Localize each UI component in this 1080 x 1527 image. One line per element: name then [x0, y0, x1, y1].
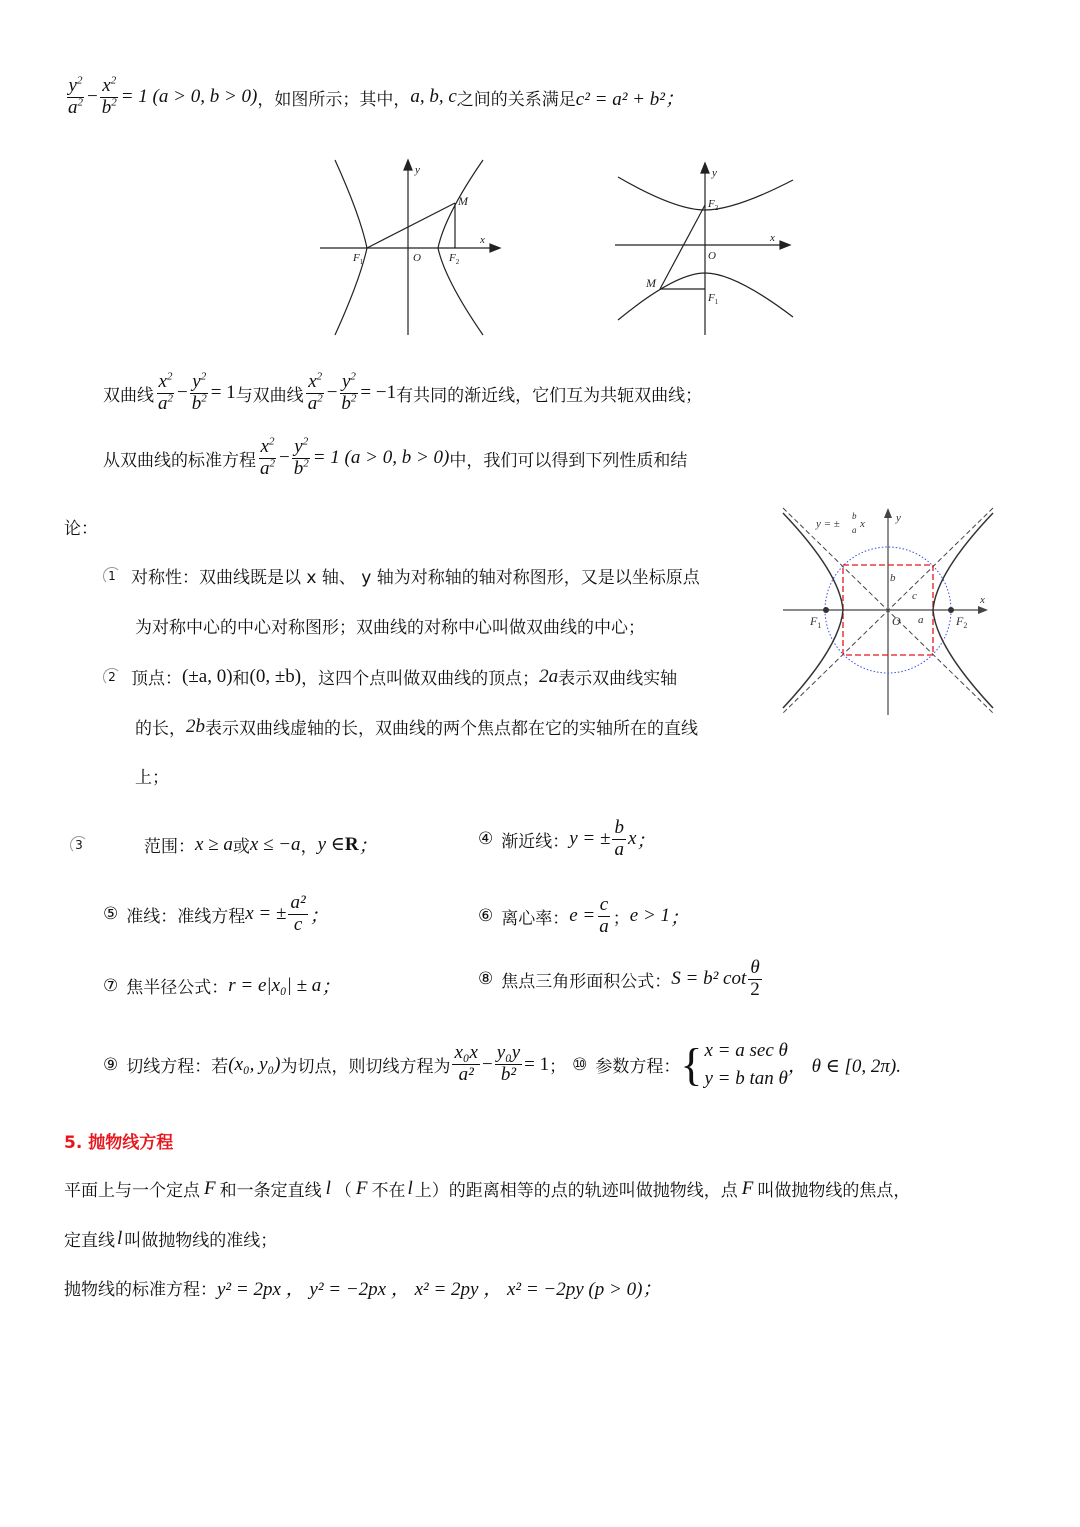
text: 定直线 — [64, 1231, 115, 1251]
fraction-x0x-a2: $\frac{\text{x₀x}}{\text{a²}}$ — [454, 1042, 478, 1086]
svg-text:F1: $F_1$ — [353, 252, 364, 266]
circled-number-1: 1 — [103, 567, 121, 585]
circled-number-9: ⑨ — [103, 1054, 119, 1075]
math: l — [117, 1227, 123, 1249]
fraction-c-a: $\frac{c}{a}$ — [599, 894, 609, 937]
svg-text:y: y — [896, 512, 901, 524]
math: e > 1 — [629, 905, 671, 927]
property-focal-triangle-area — [478, 958, 764, 1001]
text: 为切点，则切线方程为 — [280, 1057, 451, 1078]
fraction-x2-b2: $\frac{x^2}{b^2}$ — [101, 74, 117, 118]
text: 表示双曲线虚轴的长，双曲线的两个焦点都在它的实轴所在的直线 — [205, 719, 698, 739]
rhs: = −1 — [360, 382, 397, 404]
svg-text:x: x — [480, 234, 485, 246]
math: x — [627, 828, 637, 850]
math: = 1 — [524, 1053, 550, 1075]
text: 不在 — [371, 1181, 406, 1201]
fraction-y0y-b2: $\frac{\text{y₀y}}{\text{b²}}$ — [496, 1042, 521, 1086]
svg-text:F1: $F_1$ — [810, 614, 822, 630]
text: 对称性：双曲线既是以 x 轴、 y 轴为对称轴的轴对称图形，又是以坐标原点 — [131, 568, 700, 588]
svg-text:b: b — [852, 511, 857, 521]
text: ； — [670, 907, 690, 929]
parabola-standard-equations — [64, 1274, 661, 1301]
text: ，如图所示；其中， — [257, 89, 411, 110]
fraction-x2-a2: $\frac{x^2}{a^2}$ — [307, 370, 323, 414]
svg-text:F2: $F_2$ — [449, 252, 460, 266]
text: 参数方程： — [595, 1057, 681, 1078]
svg-text:M: M — [458, 194, 468, 208]
parametric-system — [704, 1037, 787, 1092]
conjugate-line: 双曲线 $\frac{x^2}{a^2}$ − $\frac{y^2}{b^2}$ = 1 与双曲线 $\frac{x^2}{a^2}$ − $\frac{y^2}{b^2}$ = −1 有共同的渐近线，它们互为共轭双曲线； — [103, 370, 703, 414]
text: 论： — [64, 519, 98, 539]
continuation-text — [64, 514, 98, 539]
math: (x₀, y₀) — [228, 1053, 281, 1075]
math: y² = 2px ， y² = −2px ， x² = 2py ， x² = −2py (p > 0)； — [217, 1279, 662, 1300]
circled-number-6: ⑥ — [478, 906, 494, 927]
parabola-definition-line1 — [64, 1176, 910, 1201]
relation: c² = a² + b²； — [575, 88, 684, 110]
circled-number-10: ⑩ — [572, 1054, 588, 1075]
text: 上； — [135, 768, 169, 788]
circled-number-8: ⑧ — [478, 969, 494, 990]
property-tangent: ⑨ 切线方程：若 (x₀, y₀) 为切点，则切线方程为 $\frac{\text{x₀x}}{\text{a²}}$ − $\frac{\text{y₀y}}{\text{b²}}$ = 1 ； ⑩ 参数方程： { x = a sec θ y = b tan θ ， θ ∈ [0, 2π). — [103, 1037, 901, 1092]
svg-text:x: x — [860, 518, 865, 530]
circled-number-4: ④ — [478, 829, 494, 850]
text: 离心率： — [501, 908, 570, 929]
text: 为对称中心的中心对称图形；双曲线的对称中心叫做双曲线的中心； — [135, 618, 645, 638]
svg-text:O: O — [708, 250, 716, 262]
fraction-theta-2: $\frac{\theta}{2}$ — [750, 957, 760, 1000]
text: ； — [358, 836, 378, 857]
math: x ≤ −a — [249, 833, 301, 855]
text: 抛物线的标准方程： — [64, 1280, 217, 1300]
text: 叫做抛物线的准线； — [124, 1231, 278, 1251]
svg-text:F2: $F_2$ — [956, 614, 968, 630]
fraction-b-a: $\frac{b}{a}$ — [614, 817, 624, 860]
param-row-y: y = b tan θ — [704, 1067, 788, 1089]
text: 从双曲线的标准方程 — [103, 450, 256, 471]
svg-text:F1: $F_1$ — [708, 292, 719, 306]
property-vertices-cont — [135, 714, 698, 739]
text: 双曲线 — [103, 385, 154, 406]
text: 和 — [232, 669, 250, 689]
math: (±a, 0) — [182, 665, 233, 687]
math: 2b — [186, 715, 205, 737]
vars: a, b, c — [410, 86, 457, 108]
left-brace: { — [680, 1038, 703, 1090]
text: 平面上与一个定点 — [64, 1181, 200, 1201]
svg-text:x: x — [770, 232, 775, 244]
property-vertices-cont2 — [135, 763, 169, 788]
math: R — [344, 833, 359, 855]
standard-equation-line: 从双曲线的标准方程 $\frac{x^2}{a^2}$ − $\frac{y^2}{b^2}$ = 1 (a > 0, b > 0) 中，我们可以得到下列性质和结 — [103, 435, 688, 479]
fraction-y2-b2: $\frac{y^2}{b^2}$ — [293, 435, 309, 479]
condition: = 1 (a > 0, b > 0) — [312, 447, 450, 469]
svg-text:y: y — [712, 167, 717, 179]
svg-text:y: y — [415, 164, 420, 176]
circled-number-7: ⑦ — [103, 975, 119, 996]
text: 有共同的渐近线，它们互为共轭双曲线； — [396, 385, 703, 406]
svg-text:b: b — [890, 572, 896, 584]
math: x = ± — [245, 903, 287, 925]
math: x ≥ a — [195, 833, 233, 855]
hyperbola-asymptote-figure — [778, 503, 998, 718]
circled-number-2: 2 — [103, 668, 121, 686]
parabola-definition-line2 — [64, 1226, 277, 1251]
property-symmetry — [103, 563, 700, 588]
text: （ — [334, 1181, 352, 1201]
fraction-x2-a2: $\frac{x^2}{a^2}$ — [158, 370, 173, 414]
svg-text:O: O — [892, 614, 901, 628]
math: F — [204, 1177, 216, 1199]
text: 准线：准线方程 — [126, 906, 246, 927]
svg-text:M: M — [646, 276, 656, 290]
property-vertices — [103, 664, 677, 689]
fraction-x2-a2: $\frac{x^2}{a^2}$ — [260, 435, 275, 479]
svg-text:O: O — [413, 252, 421, 264]
fraction-y2-a2: $\frac{y^2}{a^2}$ — [68, 74, 83, 118]
rhs: = 1 — [210, 382, 236, 404]
heading-text: 5. 抛物线方程 — [64, 1133, 174, 1153]
math: F — [741, 1177, 754, 1199]
hyperbola-figure-vertical — [610, 155, 800, 340]
property-asymptote — [478, 818, 655, 861]
property-symmetry-cont — [135, 613, 645, 638]
text: 表示双曲线实轴 — [558, 669, 678, 689]
property-focal-radius — [103, 972, 340, 999]
svg-text:a: a — [852, 525, 857, 535]
svg-text:x: x — [980, 594, 985, 606]
hyperbola-figure-horizontal — [315, 155, 505, 340]
text: ，这四个点叫做双曲线的顶点； — [301, 669, 540, 689]
math: ， θ ∈ [0, 2π). — [787, 1056, 901, 1078]
fraction-y2-b2: $\frac{y^2}{b^2}$ — [341, 370, 357, 414]
text: ； — [549, 1057, 567, 1078]
text: 叫做抛物线的焦点， — [757, 1181, 911, 1201]
text: 的长， — [135, 719, 186, 739]
svg-text:y = ±: y = ± — [816, 518, 840, 530]
text: 或 — [232, 837, 250, 857]
math: e = — [569, 905, 596, 927]
text: ； — [636, 830, 656, 852]
math: 2a — [539, 665, 559, 687]
circled-number-3: 3 — [70, 836, 88, 854]
math: F — [355, 1177, 368, 1199]
math: l — [325, 1177, 331, 1199]
math: y = ± — [569, 828, 611, 850]
text: ； — [309, 905, 329, 927]
math: (0, ±b) — [249, 665, 302, 687]
text: 切线方程：若 — [126, 1057, 229, 1078]
text: 之间的关系满足 — [456, 89, 576, 110]
intro-line: $\frac{y^2}{a^2}$ − $\frac{x^2}{b^2}$ = 1 (a > 0, b > 0) ，如图所示；其中， a, b, c 之间的关系满足 c² = a² + b²； — [68, 74, 684, 118]
text: 焦半径公式： — [126, 978, 229, 998]
text: 和一条定直线 — [219, 1181, 322, 1201]
fraction-y2-b2: $\frac{y^2}{b^2}$ — [191, 370, 207, 414]
text: 焦点三角形面积公式： — [501, 971, 672, 992]
text: ， — [300, 837, 318, 857]
text: 渐近线： — [501, 831, 570, 852]
text: 与双曲线 — [235, 385, 304, 406]
svg-text:a: a — [918, 614, 924, 626]
math: S = b² cot — [671, 968, 747, 990]
text: 中，我们可以得到下列性质和结 — [449, 450, 688, 471]
text: ； — [612, 908, 630, 929]
property-eccentricity — [478, 895, 689, 938]
text: 顶点： — [131, 669, 182, 689]
section-heading — [64, 1128, 173, 1153]
svg-text:F2: $F_2$ — [708, 198, 719, 212]
math: l — [407, 1177, 413, 1199]
param-row-x: x = a sec θ — [704, 1040, 788, 1061]
text: 范围： — [144, 837, 195, 857]
math: y ∈ — [317, 834, 345, 855]
fraction-a2-c: $\frac{\text{a²}}{c}$ — [290, 892, 306, 935]
property-directrix — [103, 893, 329, 936]
property-range — [70, 831, 378, 858]
text: ； — [321, 977, 341, 998]
math: r = e|x₀| ± a — [228, 974, 322, 996]
condition: = 1 (a > 0, b > 0) — [120, 86, 258, 108]
svg-text:c: c — [912, 590, 917, 602]
circled-number-5: ⑤ — [103, 904, 119, 925]
text: 上）的距离相等的点的轨迹叫做抛物线，点 — [414, 1181, 738, 1201]
